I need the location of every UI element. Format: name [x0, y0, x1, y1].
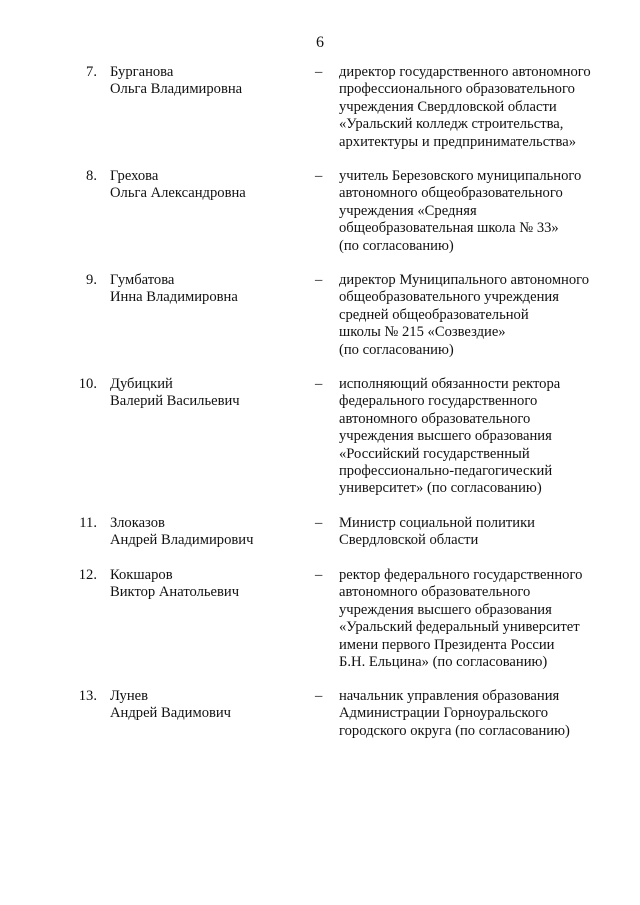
member-given-names: Ольга Александровна [110, 185, 246, 202]
position-line: учитель Березовского муниципального [339, 168, 582, 184]
member-surname: Кокшаров [110, 567, 173, 583]
dash-separator: – [315, 515, 323, 531]
member-given-names: Виктор Анатольевич [110, 584, 240, 601]
member-name [110, 515, 310, 550]
position-line: общеобразовательного учреждения [339, 289, 559, 306]
member-surname: Лунев [110, 688, 149, 704]
member-given-names: Валерий Васильевич [110, 393, 240, 410]
position-line: имени первого Президента России [339, 636, 555, 653]
position-line: Министр социальной политики [339, 515, 535, 531]
position-line: Б.Н. Ельцина» (по согласованию) [339, 654, 548, 671]
member-surname: Бурганова [110, 64, 174, 80]
position-line: директор Муниципального автономного [339, 272, 590, 288]
position-line: федерального государственного [339, 393, 538, 410]
position-line: учреждения «Средняя [339, 202, 477, 219]
position-line: Свердловской области [339, 532, 479, 549]
member-surname: Гумбатова [110, 272, 175, 288]
member-surname: Злоказов [110, 515, 165, 531]
member-given-names: Андрей Вадимович [110, 705, 232, 722]
member-name [110, 272, 310, 307]
member-position [339, 168, 639, 255]
position-line: университет» (по согласованию) [339, 480, 542, 497]
member-given-names: Андрей Владимирович [110, 532, 254, 549]
entry-number: 11. [79, 515, 97, 531]
position-line: учреждения высшего образования [339, 601, 552, 618]
position-line: начальник управления образования [339, 688, 560, 704]
dash-separator: – [315, 567, 323, 583]
dash-separator: – [315, 688, 323, 704]
position-line: автономного образовательного [339, 410, 531, 427]
member-given-names: Инна Владимировна [110, 289, 238, 306]
position-line: (по согласованию) [339, 237, 454, 254]
position-line: профессионального образовательного [339, 81, 575, 98]
entry-number: 8. [86, 168, 97, 184]
position-line: автономного общеобразовательного [339, 185, 563, 202]
member-surname: Дубицкий [110, 376, 173, 392]
position-line: ректор федерального государственного [339, 567, 583, 583]
position-line: автономного образовательного [339, 584, 531, 601]
member-position [339, 376, 639, 498]
member-surname: Грехова [110, 168, 159, 184]
member-position [339, 515, 639, 550]
position-line: учреждения Свердловской области [339, 98, 557, 115]
position-line: профессионально-педагогический [339, 463, 553, 480]
entry-number: 7. [86, 64, 97, 80]
position-line: «Российский государственный [339, 445, 530, 462]
dash-separator: – [315, 376, 323, 392]
member-name [110, 64, 310, 99]
position-line: (по согласованию) [339, 341, 454, 358]
entry-number: 12. [78, 567, 97, 583]
position-line: городского округа (по согласованию) [339, 722, 570, 739]
member-position [339, 64, 639, 151]
entry-number: 9. [86, 272, 97, 288]
position-line: «Уральский колледж строительства, [339, 116, 564, 133]
member-position [339, 272, 639, 359]
member-position [339, 567, 639, 671]
position-line: учреждения высшего образования [339, 428, 552, 445]
position-line: общеобразовательная школа № 33» [339, 220, 559, 237]
entry-number: 10. [78, 376, 97, 392]
position-line: средней общеобразовательной [339, 306, 529, 323]
dash-separator: – [315, 168, 323, 184]
position-line: исполняющий обязанности ректора [339, 376, 561, 392]
entry-number: 13. [78, 688, 97, 704]
page-number: 6 [316, 34, 324, 51]
member-name [110, 376, 310, 411]
member-name [110, 567, 310, 602]
position-line: «Уральский федеральный университет [339, 619, 580, 636]
dash-separator: – [315, 64, 323, 80]
member-name [110, 168, 310, 203]
member-name [110, 688, 310, 723]
member-given-names: Ольга Владимировна [110, 81, 243, 98]
position-line: школы № 215 «Созвездие» [339, 324, 506, 341]
position-line: Администрации Горноуральского [339, 705, 548, 722]
position-line: директор государственного автономного [339, 64, 591, 80]
dash-separator: – [315, 272, 323, 288]
member-position [339, 688, 639, 740]
position-line: архитектуры и предпринимательства» [339, 133, 577, 150]
